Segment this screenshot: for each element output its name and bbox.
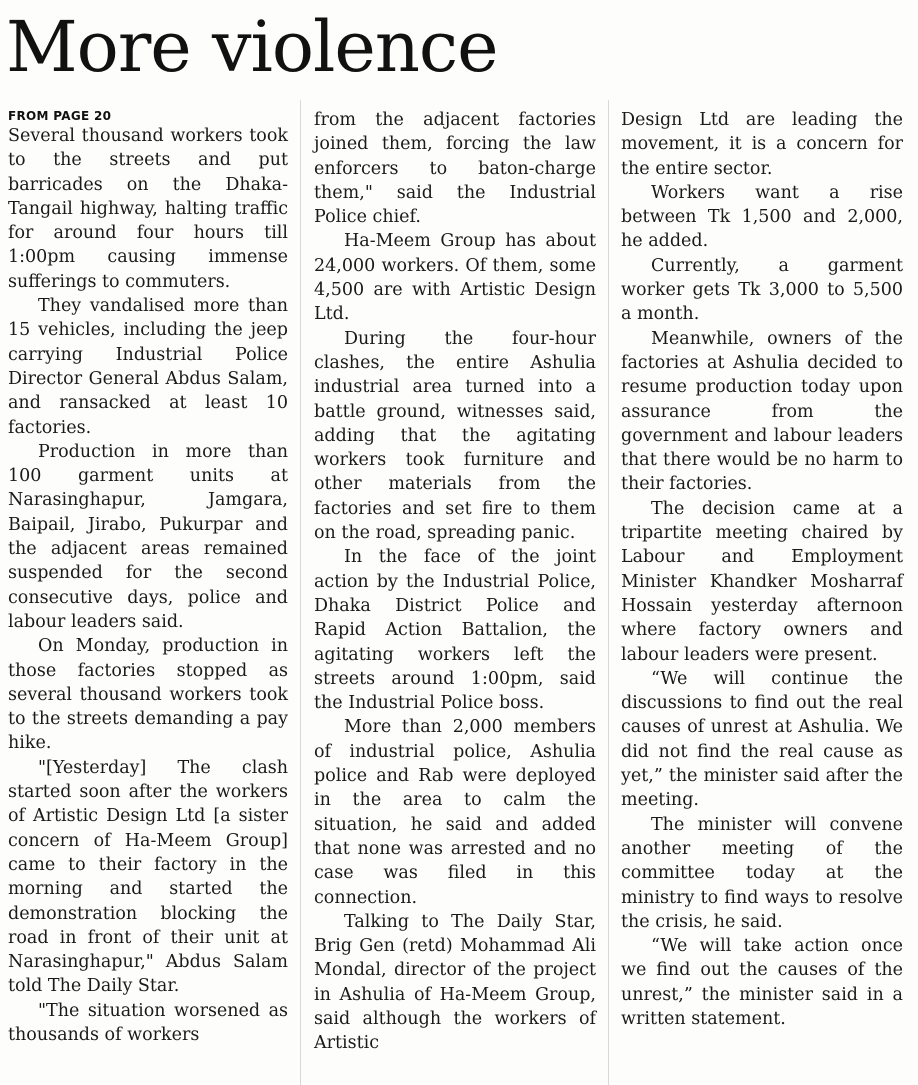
article-column-1 xyxy=(8,108,288,1047)
paragraph: Production in more than 100 garment units at Narasinghapur, Jamgara, Baipail, Jirabo, Pukurpar and the adjacent areas remained suspended for the second consecutive days, police and labour leaders said. xyxy=(8,441,288,632)
paragraph: Currently, a garment worker gets Tk 3,000 to 5,500 a month. xyxy=(621,255,903,325)
paragraph: Several thousand workers took to the streets and put barricades on the Dhaka-Tangail highway, halting traffic for around four hours till 1:00pm causing immense sufferings to commuters. xyxy=(8,126,288,292)
headline: More violence xyxy=(6,6,498,88)
paragraph: "[Yesterday] The clash started soon after the workers of Artistic Design Ltd [a sister concern of Ha-Meem Group] came to their factory in the morning and started the demonstration blocking the road in front of their unit at Narasinghapur," Abdus Salam told The Daily Star. xyxy=(8,757,288,997)
paragraph: from the adjacent factories joined them, forcing the law enforcers to baton-charge them," said the Industrial Police chief. xyxy=(314,110,596,228)
paragraph: The minister will convene another meeting of the committee today at the ministry to find ways to resolve the crisis, he said. xyxy=(621,814,903,932)
column-divider xyxy=(300,100,301,1085)
paragraph: They vandalised more than 15 vehicles, including the jeep carrying Industrial Police Director General Abdus Salam, and ransacked at least 10 factories. xyxy=(8,296,288,438)
paragraph: “We will take action once we find out the causes of the unrest,” the minister said in a written statement. xyxy=(621,936,903,1029)
paragraph: Workers want a rise between Tk 1,500 and 2,000, he added. xyxy=(621,182,903,252)
paragraph: During the four-hour clashes, the entire Ashulia industrial area turned into a battle ground, witnesses said, adding that the agitating workers took furniture and other materials from the factories and set fire to them on the road, spreading panic. xyxy=(314,328,596,544)
paragraph: "The situation worsened as thousands of workers xyxy=(8,1000,288,1045)
paragraph: The decision came at a tripartite meeting chaired by Labour and Employment Minister Khandker Mosharraf Hossain yesterday afternoon where factory owners and labour leaders were present. xyxy=(621,498,903,665)
paragraph: Meanwhile, owners of the factories at Ashulia decided to resume production today upon assurance from the government and labour leaders that there would be no harm to their factories. xyxy=(621,328,903,495)
paragraph: In the face of the joint action by the Industrial Police, Dhaka District Police and Rapid Action Battalion, the agitating workers left the streets around 1:00pm, said the Industrial Police boss. xyxy=(314,547,596,714)
article-column-3 xyxy=(621,108,903,1031)
paragraph: “We will continue the discussions to find out the real causes of unrest at Ashulia. We did not find the real cause as yet,” the minister said after the meeting. xyxy=(621,668,903,811)
article-column-2 xyxy=(314,108,596,1056)
paragraph: Ha-Meem Group has about 24,000 workers. Of them, some 4,500 are with Artistic Design Ltd. xyxy=(314,231,596,325)
paragraph: Talking to The Daily Star, Brig Gen (retd) Mohammad Ali Mondal, director of the project in Ashulia of Ha-Meem Group, said although the workers of Artistic xyxy=(314,911,596,1054)
page-reference-kicker: FROM PAGE 20 xyxy=(8,109,112,123)
paragraph: More than 2,000 members of industrial police, Ashulia police and Rab were deployed in the area to calm the situation, he said and added that none was arrested and no case was filed in this connection. xyxy=(314,717,596,908)
column-divider xyxy=(608,100,609,1085)
paragraph: Design Ltd are leading the movement, it is a concern for the entire sector. xyxy=(621,110,903,179)
paragraph: On Monday, production in those factories stopped as several thousand workers took to the streets demanding a pay hike. xyxy=(8,636,288,754)
